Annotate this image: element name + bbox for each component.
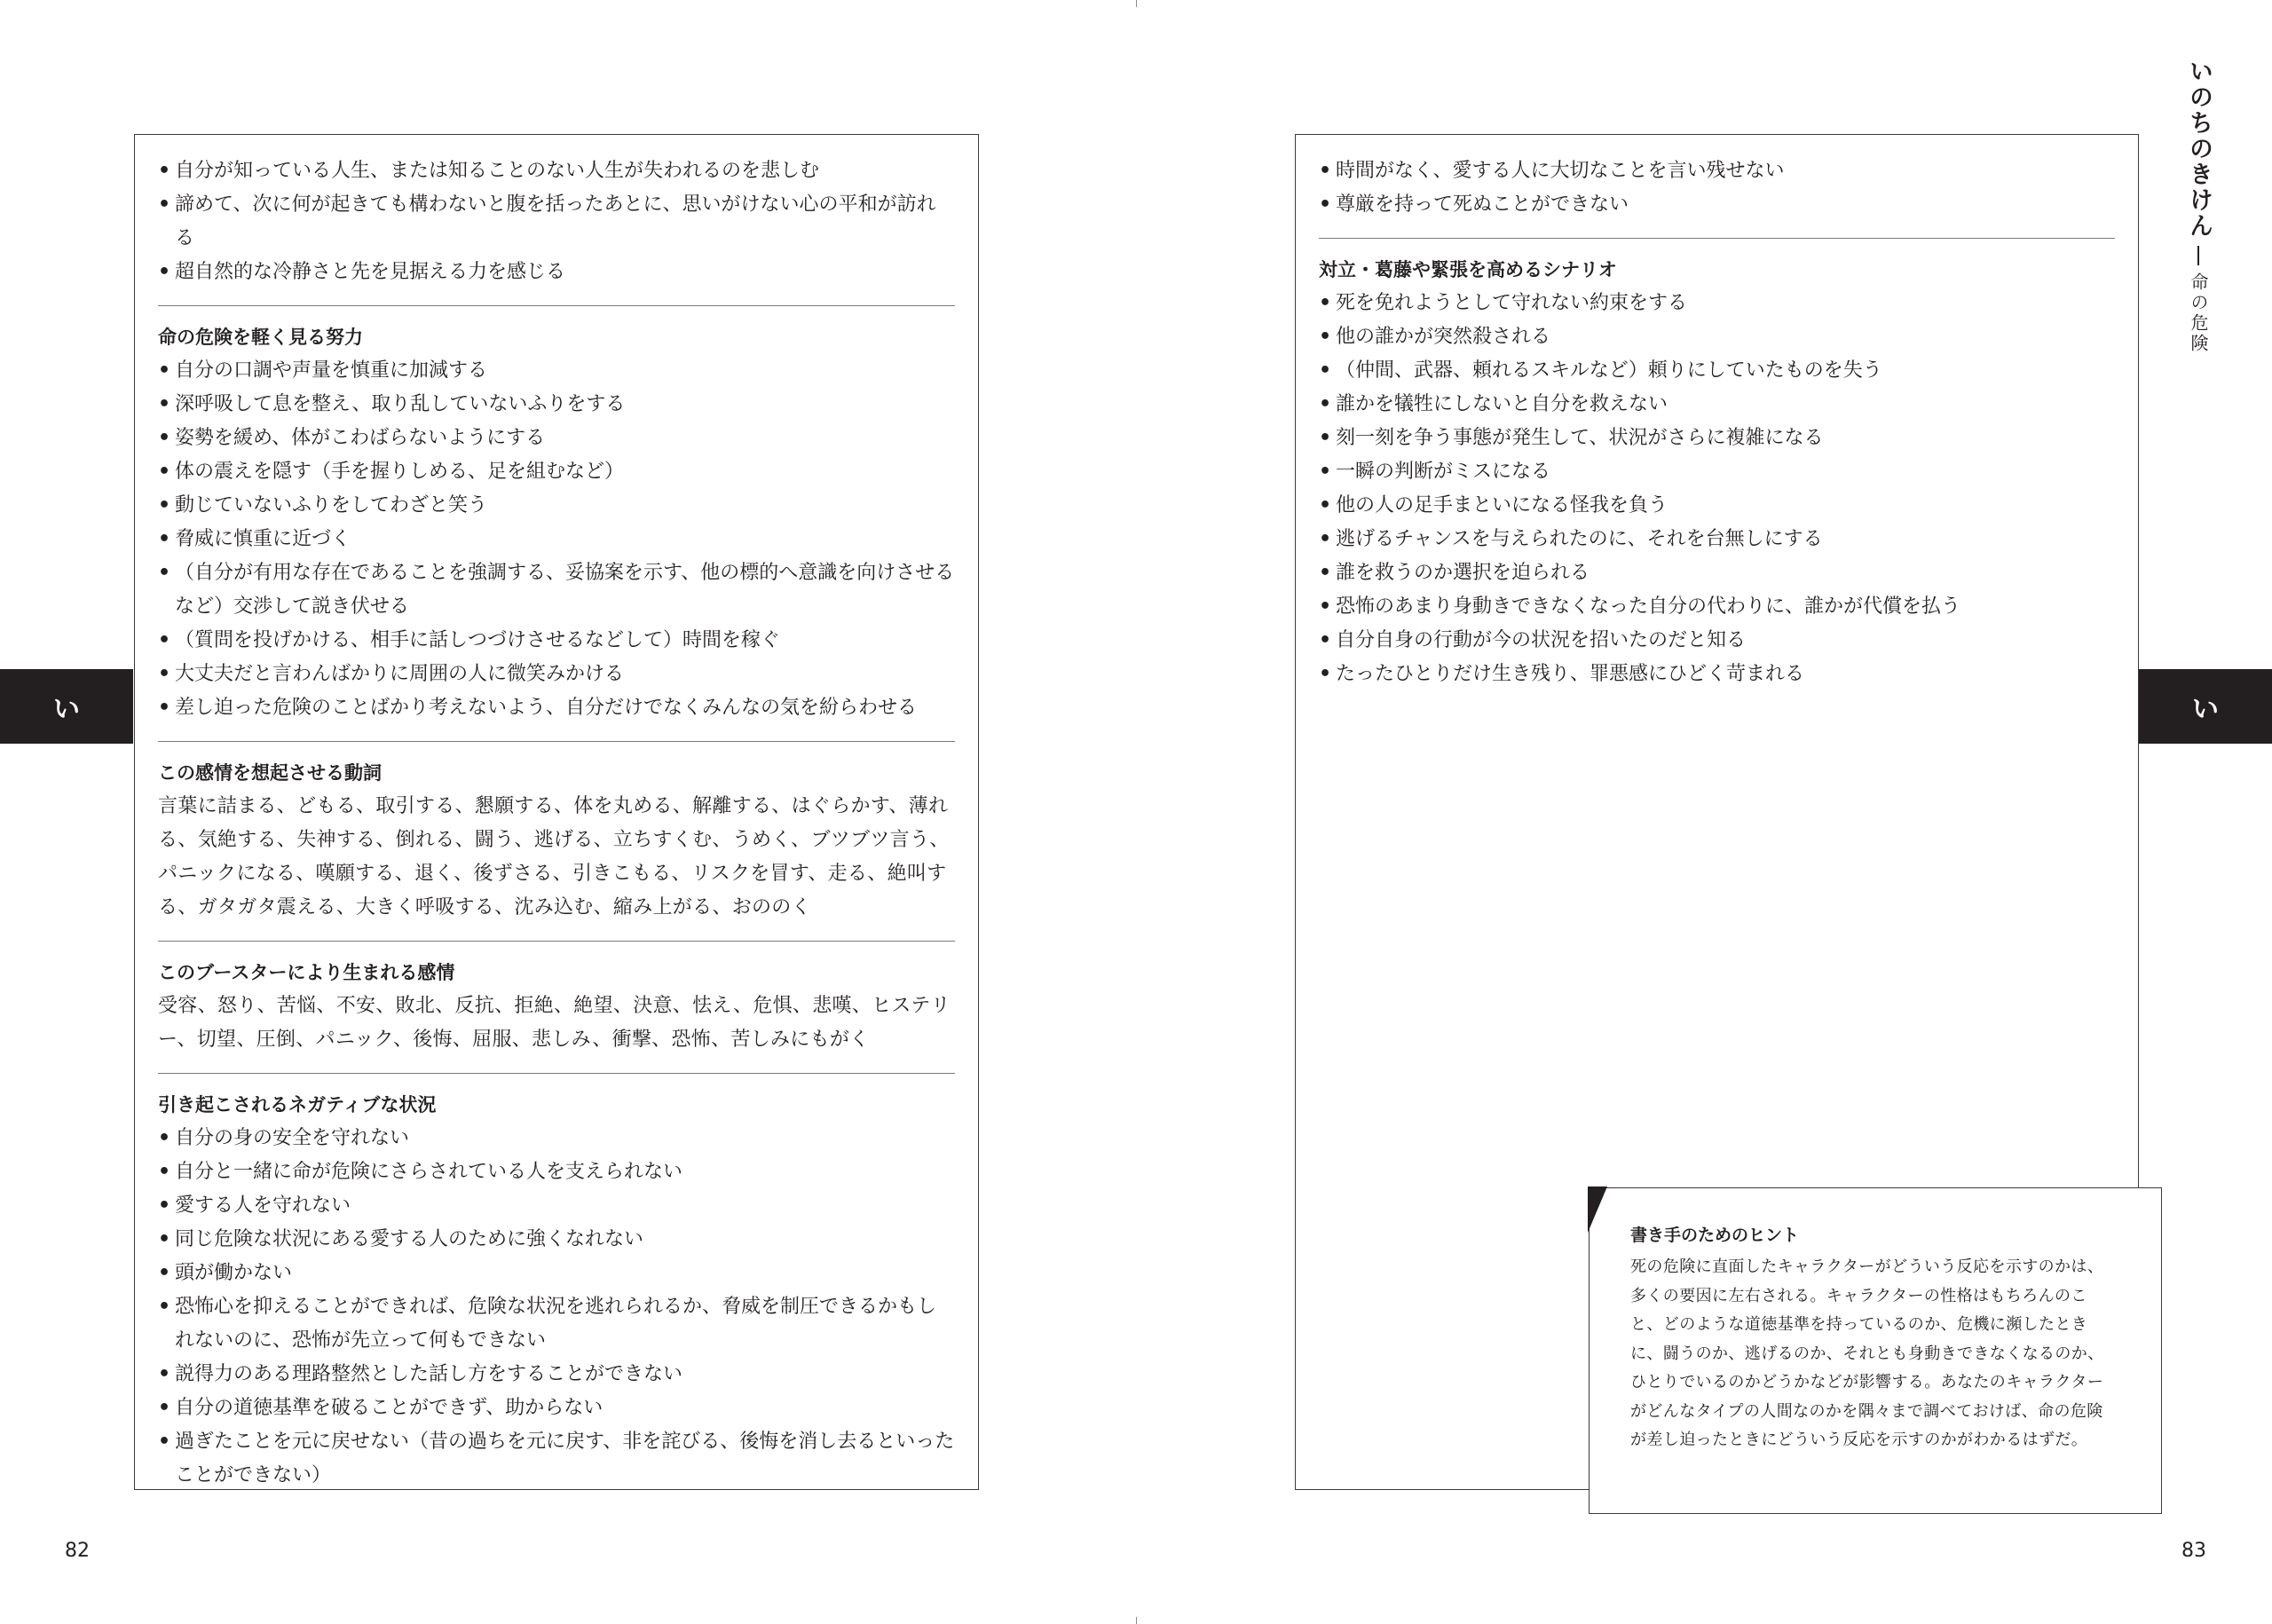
list-item: • 過ぎたことを元に戻せない（昔の過ちを元に戻す、非を詫びる、後悔を消し去るといったことができない） xyxy=(158,1425,955,1493)
intro-list xyxy=(1319,154,2115,222)
index-tab-label: い xyxy=(2192,694,2219,725)
page-number-left: 82 xyxy=(65,1540,90,1562)
list-item: • 体の震えを隠す（手を握りしめる、足を組むなど） xyxy=(158,455,955,489)
running-subtitle: 命の危険 xyxy=(2188,272,2209,354)
list-item: • 自分自身の行動が今の状況を招いたのだと知る xyxy=(1319,624,2115,658)
list-item: • 刻一刻を争う事態が発生して、状況がさらに複雑になる xyxy=(1319,422,2115,455)
list-item: • 諦めて、次に何が起きても構わないと腹を括ったあとに、思いがけない心の平和が訪れる xyxy=(158,188,955,256)
list-item: • 他の誰かが突然殺される xyxy=(1319,320,2115,354)
running-title: いのちのきけん xyxy=(2185,59,2213,239)
hint-text: 死の危険に直面したキャラクターがどういう反応を示すのかは、多くの要因に左右される。キャラクターの性格はもちろんのこと、どのような道徳基準を持っているのか、危機に瀕したときに、闘うのか、逃げるのか、それとも身動きできなくなるのか、ひとりでいるのかどうかなどが影響する。あなたのキャラクターがどんなタイプの人間なのかを隅々まで調べておけば、命の危険が差し迫ったときにどういう反応を示すのかがわかるはずだ。 xyxy=(1630,1257,2104,1449)
section-efforts xyxy=(158,306,955,742)
index-tab-left xyxy=(0,669,133,744)
list-item: • 説得力のある理路整然とした話し方をすることができない xyxy=(158,1358,955,1391)
section-negative-situations xyxy=(158,1074,955,1509)
crop-mark-top xyxy=(1136,0,1137,7)
hint-corner-mark xyxy=(1588,1186,1607,1233)
list-item: • 自分の身の安全を守れない xyxy=(158,1122,955,1155)
section-emotions xyxy=(158,942,955,1074)
list-item: • 動じていないふりをしてわざと笑う xyxy=(158,489,955,523)
list-item: • たったひとりだけ生き残り、罪悪感にひどく苛まれる xyxy=(1319,658,2115,691)
negative-situations-list xyxy=(158,1122,955,1493)
left-content-box xyxy=(134,134,979,1490)
intro-section-left xyxy=(158,154,955,306)
list-item: • 差し迫った危険のことばかり考えないよう、自分だけでなくみんなの気を紛らわせる xyxy=(158,691,955,725)
list-item: • 大丈夫だと言わんばかりに周囲の人に微笑みかける xyxy=(158,658,955,691)
running-header-dash xyxy=(2197,246,2199,265)
list-item: • 尊厳を持って死ぬことができない xyxy=(1319,188,2115,222)
list-item: • 自分が知っている人生、または知ることのない人生が失われるのを悲しむ xyxy=(158,154,955,188)
scenarios-list xyxy=(1319,287,2115,691)
list-item: • （自分が有用な存在であることを強調する、妥協案を示す、他の標的へ意識を向けさせるなど）交渉して説き伏せる xyxy=(158,556,955,624)
list-item: • 誰かを犠牲にしないと自分を救えない xyxy=(1319,388,2115,422)
list-item: • 死を免れようとして守れない約束をする xyxy=(1319,287,2115,320)
list-item: • 他の人の足手まといになる怪我を負う xyxy=(1319,489,2115,523)
list-item: • 同じ危険な状況にある愛する人のために強くなれない xyxy=(158,1223,955,1257)
efforts-list xyxy=(158,354,955,725)
hint-title: 書き手のためのヒント xyxy=(1630,1226,1800,1245)
list-item: • 超自然的な冷静さと先を見据える力を感じる xyxy=(158,256,955,289)
list-item: • 姿勢を緩め、体がこわばらないようにする xyxy=(158,422,955,455)
list-item: • 一瞬の判断がミスになる xyxy=(1319,455,2115,489)
section-heading: 対立・葛藤や緊張を高めるシナリオ xyxy=(1319,259,1617,280)
section-heading: このブースターにより生まれる感情 xyxy=(158,962,455,983)
list-item: • （質問を投げかける、相手に話しつづけさせるなどして）時間を稼ぐ xyxy=(158,624,955,658)
section-heading: 引き起こされるネガティブな状況 xyxy=(158,1094,437,1116)
running-header xyxy=(2176,59,2221,354)
writer-hint-box xyxy=(1589,1187,2162,1514)
list-item: • 自分と一緒に命が危険にさらされている人を支えられない xyxy=(158,1155,955,1189)
list-item: • 自分の道徳基準を破ることができず、助からない xyxy=(158,1391,955,1425)
list-item: • 恐怖のあまり身動きできなくなった自分の代わりに、誰かが代償を払う xyxy=(1319,590,2115,624)
list-item: • 頭が働かない xyxy=(158,1257,955,1290)
list-item: • 愛する人を守れない xyxy=(158,1189,955,1223)
list-item: • 脅威に慎重に近づく xyxy=(158,523,955,556)
list-item: • 恐怖心を抑えることができれば、危険な状況を逃れられるか、脅威を制圧できるかもしれないのに、恐怖が先立って何もできない xyxy=(158,1290,955,1358)
index-tab-right xyxy=(2139,669,2272,744)
page-number-right: 83 xyxy=(2181,1540,2206,1562)
intro-section-right xyxy=(1319,154,2115,239)
section-verbs xyxy=(158,742,955,942)
list-item: • 逃げるチャンスを与えられたのに、それを台無しにする xyxy=(1319,523,2115,556)
intro-list xyxy=(158,154,955,289)
emotions-text: 受容、怒り、苦悩、不安、敗北、反抗、拒絶、絶望、決意、怯え、危惧、悲嘆、ヒステリー、切望、圧倒、パニック、後悔、屈服、悲しみ、衝撃、恐怖、苦しみにもがく xyxy=(158,995,951,1051)
list-item: • 深呼吸して息を整え、取り乱していないふりをする xyxy=(158,388,955,422)
list-item: • 時間がなく、愛する人に大切なことを言い残せない xyxy=(1319,154,2115,188)
section-scenarios xyxy=(1319,239,2115,707)
section-heading: 命の危険を軽く見る努力 xyxy=(158,327,363,348)
list-item: • 自分の口調や声量を慎重に加減する xyxy=(158,354,955,388)
list-item: • 誰を救うのか選択を迫られる xyxy=(1319,556,2115,590)
crop-mark-bottom xyxy=(1136,1617,1137,1624)
verbs-text: 言葉に詰まる、どもる、取引する、懇願する、体を丸める、解離する、はぐらかす、薄れる、気絶する、失神する、倒れる、闘う、逃げる、立ちすくむ、うめく、ブツブツ言う、パニックになる、嘆願する、退く、後ずさる、引きこもる、リスクを冒す、走る、絶叫する、ガタガタ震える、大きく呼吸する、沈み込む、縮み上がる、おののく xyxy=(158,795,950,918)
list-item: • （仲間、武器、頼れるスキルなど）頼りにしていたものを失う xyxy=(1319,354,2115,388)
index-tab-label: い xyxy=(53,694,80,725)
section-heading: この感情を想起させる動詞 xyxy=(158,762,382,784)
